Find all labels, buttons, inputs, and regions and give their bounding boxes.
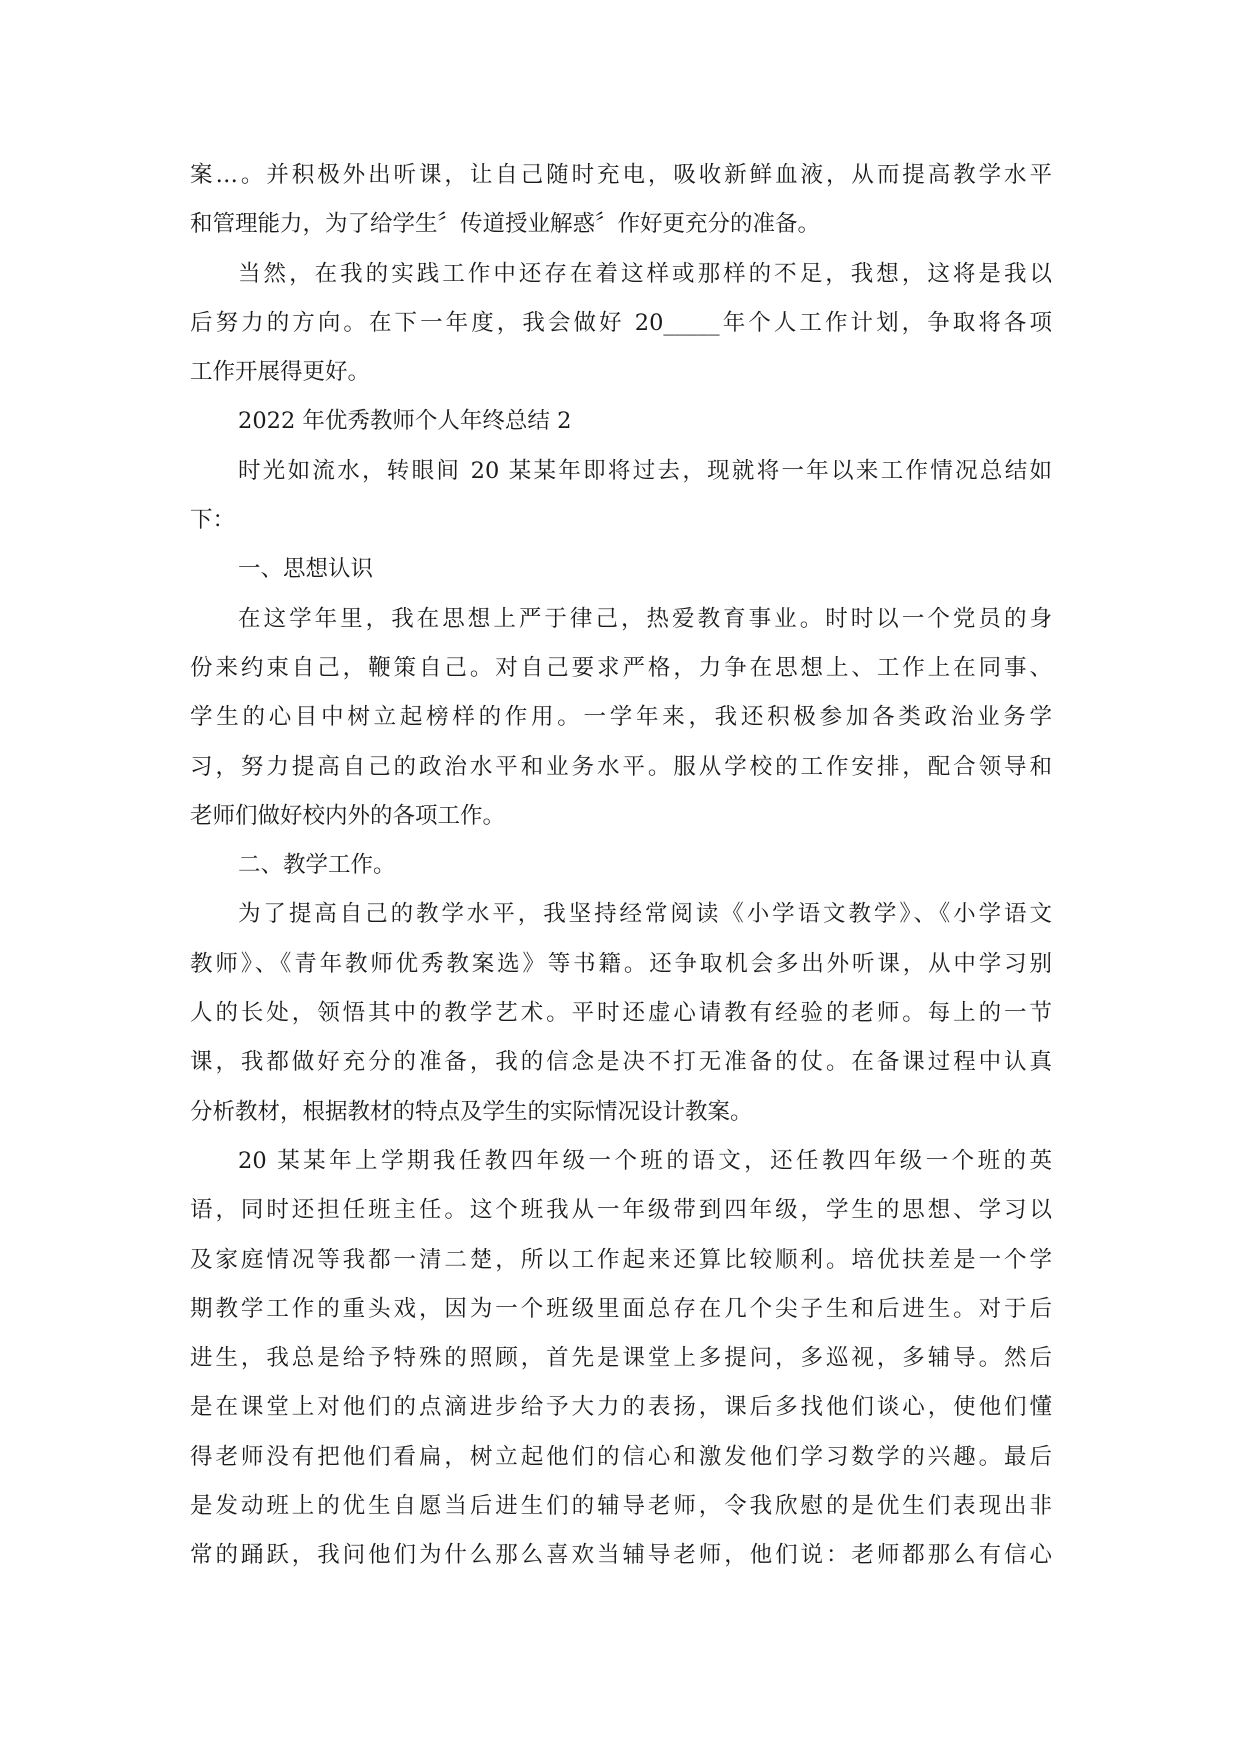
text-line: 教师》、《青年教师优秀教案选》等书籍。还争取机会多出外听课，从中学习别 <box>190 950 1052 977</box>
text-line: 老师们做好校内外的各项工作。 <box>190 802 506 829</box>
text-line: 为了提高自己的教学水平，我坚持经常阅读《小学语文教学》、《小学语文 <box>238 901 1052 928</box>
text-line: 课，我都做好充分的准备，我的信念是决不打无准备的仗。在备课过程中认真 <box>190 1049 1052 1076</box>
text-line: 20 某某年上学期我任教四年级一个班的语文，还任教四年级一个班的英 <box>238 1147 1052 1174</box>
text-line: 后努力的方向。在下一年度，我会做好 20_____年个人工作计划，争取将各项 <box>190 309 1052 336</box>
text-line: 一、思想认识 <box>238 556 374 583</box>
text-line: 分析教材，根据教材的特点及学生的实际情况设计教案。 <box>190 1098 753 1125</box>
text-line: 份来约束自己，鞭策自己。对自己要求严格，力争在思想上、工作上在同事、 <box>190 654 1052 681</box>
text-line: 是在课堂上对他们的点滴进步给予大力的表扬，课后多找他们谈心，使他们懂 <box>190 1394 1052 1421</box>
text-line: 人的长处，领悟其中的教学艺术。平时还虚心请教有经验的老师。每上的一节 <box>190 1000 1052 1027</box>
text-line: 进生，我总是给予特殊的照顾，首先是课堂上多提问，多巡视，多辅导。然后 <box>190 1345 1052 1372</box>
text-line: 得老师没有把他们看扁，树立起他们的信心和激发他们学习数学的兴趣。最后 <box>190 1443 1052 1470</box>
text-line: 当然，在我的实践工作中还存在着这样或那样的不足，我想，这将是我以 <box>238 260 1052 287</box>
text-line: 和管理能力，为了给学生〞传道授业解惑〞作好更充分的准备。 <box>190 211 821 238</box>
text-line: 2022 年优秀教师个人年终总结 2 <box>238 408 572 435</box>
text-line: 常的踊跃，我问他们为什么那么喜欢当辅导老师，他们说：老师都那么有信心 <box>190 1542 1052 1569</box>
text-line: 学生的心目中树立起榜样的作用。一学年来，我还积极参加各类政治业务学 <box>190 704 1052 731</box>
text-line: 案…。并积极外出听课，让自己随时充电，吸收新鲜血液，从而提高教学水平 <box>190 162 1052 188</box>
text-line: 二、教学工作。 <box>238 852 396 879</box>
text-line: 是发动班上的优生自愿当后进生们的辅导老师，令我欣慰的是优生们表现出非 <box>190 1493 1052 1520</box>
text-line: 及家庭情况等我都一清二楚，所以工作起来还算比较顺利。培优扶差是一个学 <box>190 1246 1052 1273</box>
text-line: 语，同时还担任班主任。这个班我从一年级带到四年级，学生的思想、学习以 <box>190 1197 1052 1224</box>
text-line: 工作开展得更好。 <box>190 359 371 386</box>
text-line: 习，努力提高自己的政治水平和业务水平。服从学校的工作安排，配合领导和 <box>190 753 1052 780</box>
document-body <box>190 151 1052 1581</box>
text-line: 在这学年里，我在思想上严于律己，热爱教育事业。时时以一个党员的身 <box>238 605 1052 632</box>
text-line: 时光如流水，转眼间 20 某某年即将过去，现就将一年以来工作情况总结如 <box>238 457 1052 484</box>
text-line: 下： <box>190 507 236 534</box>
text-line: 期教学工作的重头戏，因为一个班级里面总存在几个尖子生和后进生。对于后 <box>190 1295 1052 1322</box>
